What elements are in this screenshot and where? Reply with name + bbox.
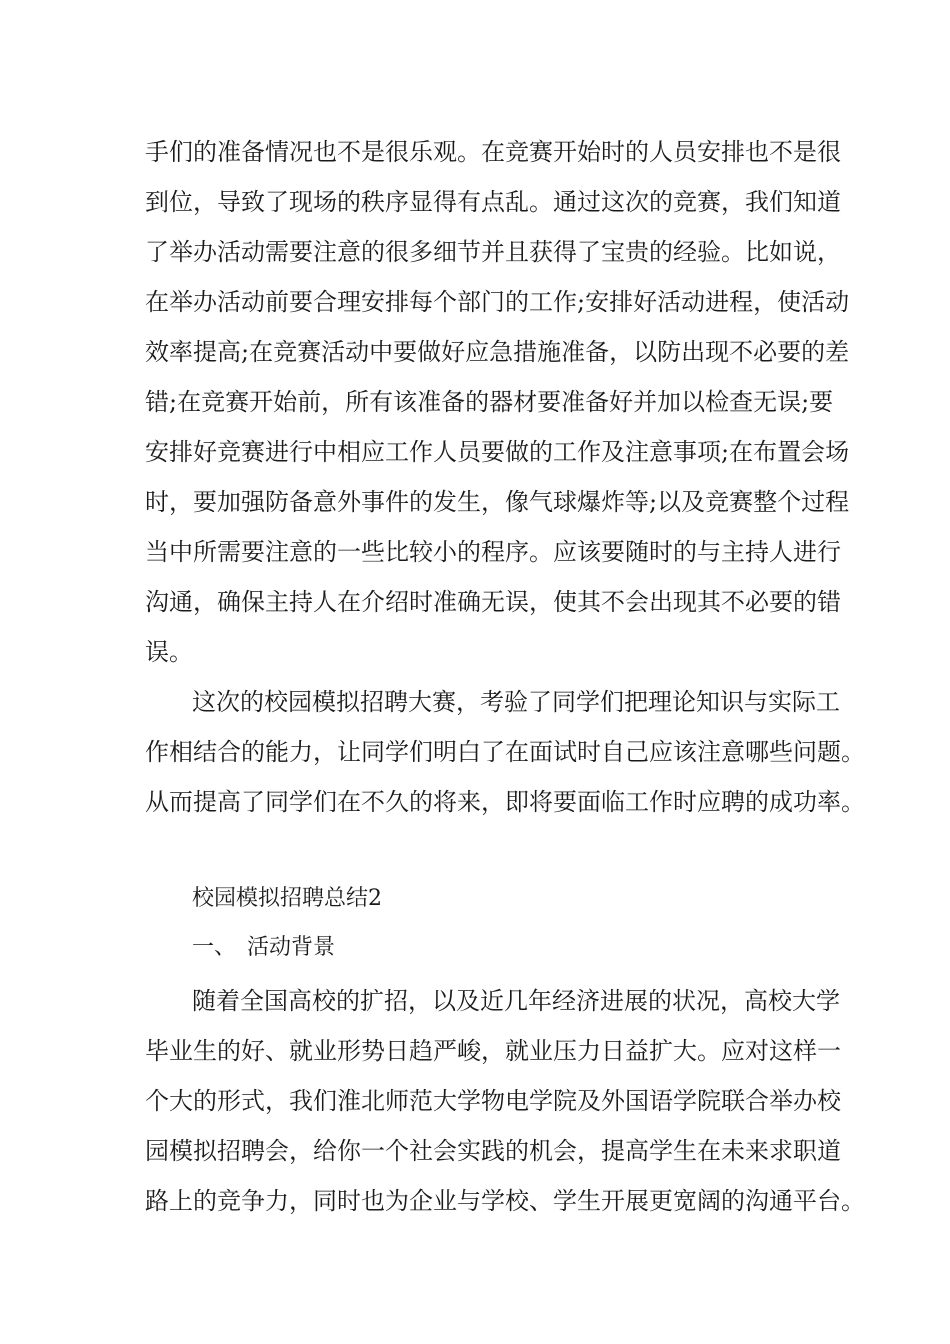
paragraph3-line: 毕业生的好、就业形势日趋严峻，就业压力日益扩大。应对这样一 xyxy=(145,1037,841,1065)
paragraph1-line: 误。 xyxy=(145,638,193,666)
paragraph3-line: 个大的形式，我们淮北师范大学物电学院及外国语学院联合举办校 xyxy=(145,1087,841,1115)
paragraph3-line: 随着全国高校的扩招，以及近几年经济进展的状况，高校大学 xyxy=(192,987,840,1015)
paragraph2-line: 这次的校园模拟招聘大赛，考验了同学们把理论知识与实际工 xyxy=(192,688,840,716)
paragraph1-line: 在举办活动前要合理安排每个部门的工作;安排好活动进程，使活动 xyxy=(145,288,850,316)
paragraph1-line: 了举办活动需要注意的很多细节并且获得了宝贵的经验。比如说， xyxy=(145,238,841,266)
paragraph1-line: 手们的准备情况也不是很乐观。在竞赛开始时的人员安排也不是很 xyxy=(145,138,841,166)
paragraph3-line: 园模拟招聘会，给你一个社会实践的机会，提高学生在未来求职道 xyxy=(145,1137,841,1165)
paragraph1-line: 错;在竞赛开始前，所有该准备的器材要准备好并加以检查无误;要 xyxy=(145,388,834,416)
paragraph1-line: 沟通，确保主持人在介绍时准确无误，使其不会出现其不必要的错 xyxy=(145,588,841,616)
subsection-title: 一、 活动背景 xyxy=(192,935,336,960)
section-title: 校园模拟招聘总结2 xyxy=(192,886,382,911)
paragraph1-line: 效率提高;在竞赛活动中要做好应急措施准备，以防出现不必要的差 xyxy=(145,338,850,366)
paragraph1-line: 到位，导致了现场的秩序显得有点乱。通过这次的竞赛，我们知道 xyxy=(145,188,841,216)
paragraph2-line: 作相结合的能力，让同学们明白了在面试时自己应该注意哪些问题。 xyxy=(145,738,865,766)
paragraph1-line: 当中所需要注意的一些比较小的程序。应该要随时的与主持人进行 xyxy=(145,538,841,566)
paragraph3-line: 路上的竞争力，同时也为企业与学校、学生开展更宽阔的沟通平台。 xyxy=(145,1187,865,1215)
paragraph2-line: 从而提高了同学们在不久的将来，即将要面临工作时应聘的成功率。 xyxy=(145,788,865,816)
paragraph1-line: 安排好竞赛进行中相应工作人员要做的工作及注意事项;在布置会场 xyxy=(145,438,850,466)
paragraph1-line: 时，要加强防备意外事件的发生，像气球爆炸等;以及竞赛整个过程 xyxy=(145,488,850,516)
